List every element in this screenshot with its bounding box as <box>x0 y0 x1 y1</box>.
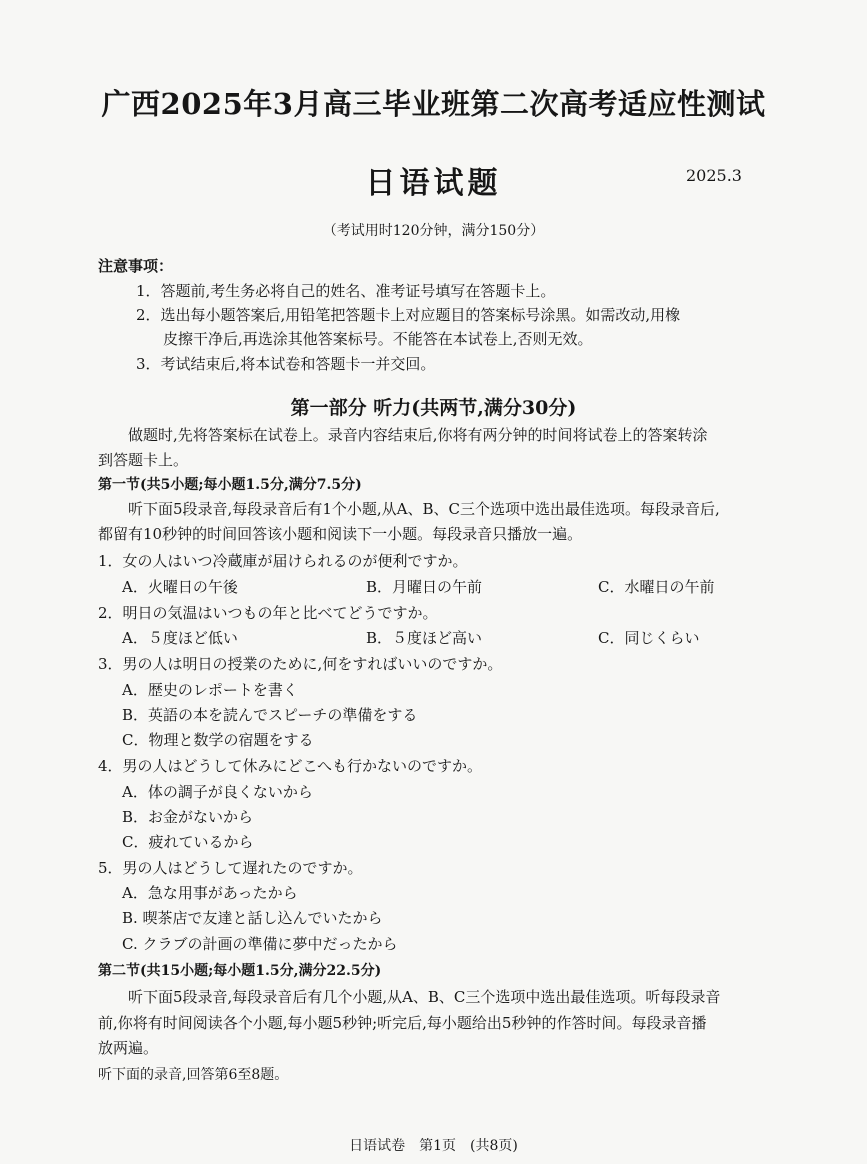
question-stem: 5．男の人はどうして遅れたのですか。 <box>98 859 363 877</box>
option-a: A．５度ほど低い <box>122 629 238 647</box>
option-b: B．英語の本を読んでスピーチの準備をする <box>122 706 418 724</box>
option-a: A．急な用事があったから <box>122 884 298 902</box>
option-c: C．同じくらい <box>598 629 700 647</box>
question-stem: 3．男の人は明日の授業のために,何をすればいいのですか。 <box>98 655 503 673</box>
section1-heading: 第一节(共5小题;每小题1.5分,满分7.5分) <box>98 477 362 493</box>
section2-intro-line: 听下面5段录音,每段录音后有几个小题,从A、B、C三个选项中选出最佳选项。听每段录音 <box>128 988 721 1006</box>
question-stem: 2．明日の気温はいつもの年と比べてどうですか。 <box>98 604 438 622</box>
option-c: C．疲れているから <box>122 833 254 851</box>
exam-date: 2025.3 <box>686 166 742 185</box>
part1-intro-line: 做题时,先将答案标在试卷上。录音内容结束后,你将有两分钟的时间将试卷上的答案转涂 <box>128 426 708 444</box>
section2-heading: 第二节(共15小题;每小题1.5分,满分22.5分) <box>98 963 382 979</box>
exam-title: 广西2025年3月高三毕业班第二次高考适应性测试 <box>101 87 766 121</box>
section2-intro-line: 前,你将有时间阅读各个小题,每小题5秒钟;听完后,每小题给出5秒钟的作答时间。每段录音播 <box>98 1014 707 1032</box>
option-a: A．体の調子が良くないから <box>122 783 313 801</box>
exam-duration-note: （考试用时120分钟，满分150分） <box>322 223 545 239</box>
option-c: C．物理と数学の宿題をする <box>122 731 314 749</box>
option-b: B．月曜日の午前 <box>366 578 483 596</box>
question-stem: 4．男の人はどうして休みにどこへも行かないのですか。 <box>98 757 482 775</box>
part1-intro-line: 到答题卡上。 <box>98 451 189 469</box>
notice-heading: 注意事项： <box>98 257 174 275</box>
subject-title: 日语试题 <box>365 166 502 201</box>
notice-item-continuation: 皮擦干净后,再选涂其他答案标号。不能答在本试卷上,否则无效。 <box>163 330 593 348</box>
section2-instruction: 听下面的录音,回答第6至8题。 <box>98 1067 289 1083</box>
option-b: B. 喫茶店で友達と話し込んでいたから <box>122 909 383 927</box>
notice-item: 3．考试结束后,将本试卷和答题卡一并交回。 <box>136 355 436 373</box>
option-a: A．歴史のレポートを書く <box>122 681 298 699</box>
question-stem: 1．女の人はいつ冷蔵庫が届けられるのが便利ですか。 <box>98 552 468 570</box>
notice-item: 1．答题前,考生务必将自己的姓名、准考证号填写在答题卡上。 <box>136 282 556 300</box>
section2-intro-line: 放两遍。 <box>98 1039 159 1057</box>
page-footer: 日语试卷 第1页 (共8页) <box>349 1138 518 1154</box>
option-c: C. クラブの計画の準備に夢中だったから <box>122 935 398 953</box>
section1-intro-line: 都留有10秒钟的时间回答该小题和阅读下一小题。每段录音只播放一遍。 <box>98 525 583 543</box>
option-b: B．お金がないから <box>122 808 254 826</box>
notice-item: 2．选出每小题答案后,用铅笔把答题卡上对应题目的答案标号涂黑。如需改动,用橡 <box>136 306 681 324</box>
part1-heading: 第一部分 听力(共两节,满分30分) <box>290 397 577 419</box>
option-a: A．火曜日の午後 <box>122 578 238 596</box>
option-b: B．５度ほど高い <box>366 629 483 647</box>
option-c: C．水曜日の午前 <box>598 578 715 596</box>
section1-intro-line: 听下面5段录音,每段录音后有1个小题,从A、B、C三个选项中选出最佳选项。每段录音后, <box>128 500 720 518</box>
